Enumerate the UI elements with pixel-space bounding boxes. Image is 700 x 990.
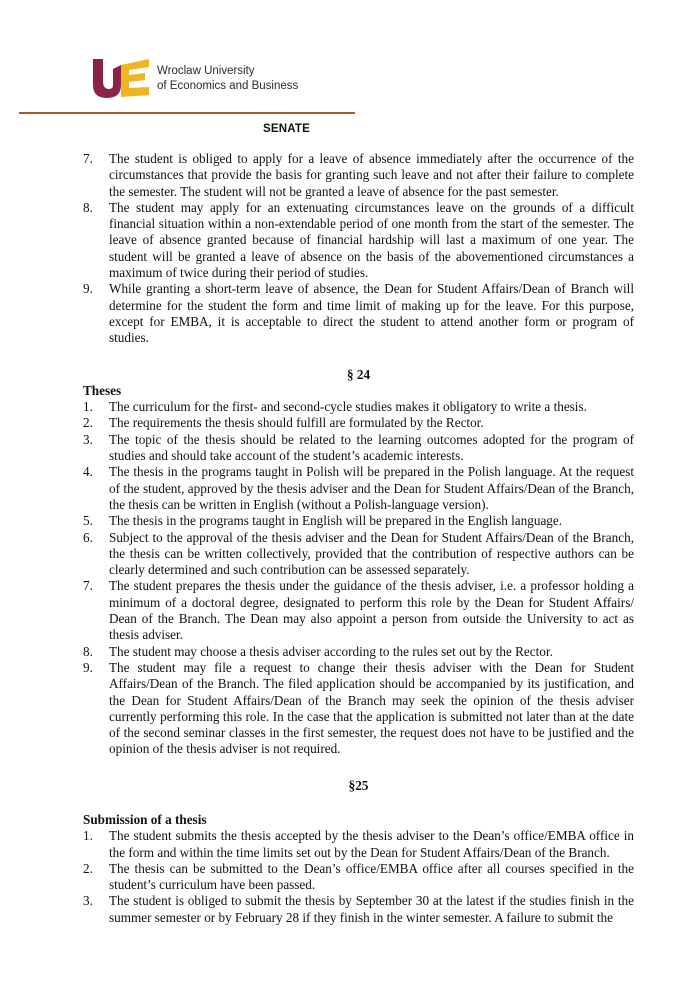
list-item <box>83 464 634 513</box>
section-25-title: Submission of a thesis <box>83 811 207 827</box>
item-text: The student submits the thesis accepted by the thesis adviser to the Dean’s office/EMBA office in the form and within the time limits set out by the Dean for Student Affairs/Dean of the Branch. <box>109 828 634 860</box>
item-text: The student may file a request to change their thesis adviser with the Dean for Student Affairs/Dean of the Branch. The filed application should be accompanied by its justification, and the Dean for Student Affairs/Dean of the Branch may seek the opinion of the thesis adviser currently performing this role. In the case that the application is submitted not later than at the date of the second seminar classes in the first semester, the request does not have to be justified and the opinion of the thesis adviser is not required. <box>109 659 634 757</box>
item-number: 8. <box>83 643 93 659</box>
section-25-list <box>83 828 634 926</box>
item-number: 1. <box>83 399 93 415</box>
body-title: SENATE <box>263 123 310 135</box>
document-body <box>83 151 634 926</box>
item-text: The thesis in the programs taught in Polish will be prepared in the Polish language. At the request of the student, approved by the thesis adviser and the Dean for Student Affairs/Dean of the Branch, the thesis can be written in English (without a Polish-language version). <box>109 464 634 512</box>
logo-u-letter <box>93 59 121 98</box>
list-item <box>83 513 634 529</box>
item-text: The student prepares the thesis under the guidance of the thesis adviser, i.e. a professor holding a minimum of a doctoral degree, designated to perform this role by the Dean for Student Affairs/ Dean of the Branch. The Dean may also appoint a person from outside the University to act as thesis adviser. <box>109 578 634 643</box>
header-divider <box>19 112 355 114</box>
item-text: The topic of the thesis should be related to the learning outcomes adopted for the program of studies and should take account of the student’s academic interests. <box>109 431 634 464</box>
item-number: 8. <box>83 199 93 215</box>
item-number: 7. <box>83 578 93 594</box>
item-text: The student may choose a thesis adviser according to the rules set out by the Rector. <box>109 643 553 659</box>
item-number: 9. <box>83 281 93 297</box>
list-item <box>83 893 634 926</box>
university-logo <box>91 57 151 99</box>
list-item <box>83 828 634 861</box>
logo-e-letter <box>121 59 149 97</box>
item-text: The requirements the thesis should fulfill are formulated by the Rector. <box>109 415 484 431</box>
item-number: 9. <box>83 659 93 675</box>
item-text: The student is obliged to apply for a leave of absence immediately after the occurrence of the circumstances that provide the basis for granting such leave and not after their failure to complete the semester. The student will not be granted a leave of absence for the past semester. <box>109 151 634 199</box>
item-number: 3. <box>83 431 93 447</box>
item-text: While granting a short-term leave of absence, the Dean for Student Affairs/Dean of Branch will determine for the student the form and time limit of making up for the leave. For this purpose, except for EMBA, it is acceptable to direct the student to attend another form or program of studies. <box>109 281 634 346</box>
item-text: The thesis in the programs taught in English will be prepared in the English language. <box>109 513 563 529</box>
continued-list <box>83 151 634 347</box>
item-number: 6. <box>83 529 93 545</box>
item-number: 4. <box>83 464 93 480</box>
item-text: The thesis can be submitted to the Dean’s office/EMBA office after all courses specified in the student’s curriculum have been passed. <box>109 860 634 893</box>
item-number: 5. <box>83 513 93 529</box>
item-text: The student may apply for an extenuating circumstances leave on the grounds of a difficult financial situation within a non-extendable period of one month from the start of the semester. The leave of absence granted because of financial hardship will last a maximum of one year. The student will be granted a leave of absence on the basis of the abovementioned circumstances a maximum of twice during their period of studies. <box>109 199 634 281</box>
list-item <box>83 399 634 415</box>
list-item <box>83 415 634 431</box>
list-item <box>83 200 634 281</box>
item-number: 2. <box>83 415 93 431</box>
university-name <box>157 64 298 94</box>
section-24-title: Theses <box>83 382 122 398</box>
section-25-heading: §25 <box>348 777 369 793</box>
list-item <box>83 861 634 894</box>
item-number: 3. <box>83 893 93 909</box>
section-24-list <box>83 399 634 758</box>
university-name-line2: of Economics and Business <box>157 80 299 92</box>
item-number: 7. <box>83 151 93 166</box>
item-text: Subject to the approval of the thesis adviser and the Dean for Student Affairs/Dean of the Branch, the thesis can be written collectively, provided that the contribution of respective authors can be clearly determined and such contribution can be assessed separately. <box>109 529 634 578</box>
list-item <box>83 151 634 200</box>
list-item <box>83 644 634 660</box>
item-number: 2. <box>83 860 93 876</box>
list-item <box>83 432 634 465</box>
section-24-heading: § 24 <box>346 366 371 382</box>
item-text: The curriculum for the first- and second-cycle studies makes it obligatory to write a thesis. <box>109 399 587 415</box>
university-name-line1: Wroclaw University <box>157 65 255 77</box>
item-text: The student is obliged to submit the thesis by September 30 at the latest if the studies finish in the summer semester or by February 28 if they finish in the winter semester. A failure to submit the <box>109 893 634 925</box>
list-item <box>83 660 634 758</box>
list-item <box>83 578 634 643</box>
item-number: 1. <box>83 828 93 844</box>
list-item <box>83 530 634 579</box>
list-item <box>83 281 634 346</box>
